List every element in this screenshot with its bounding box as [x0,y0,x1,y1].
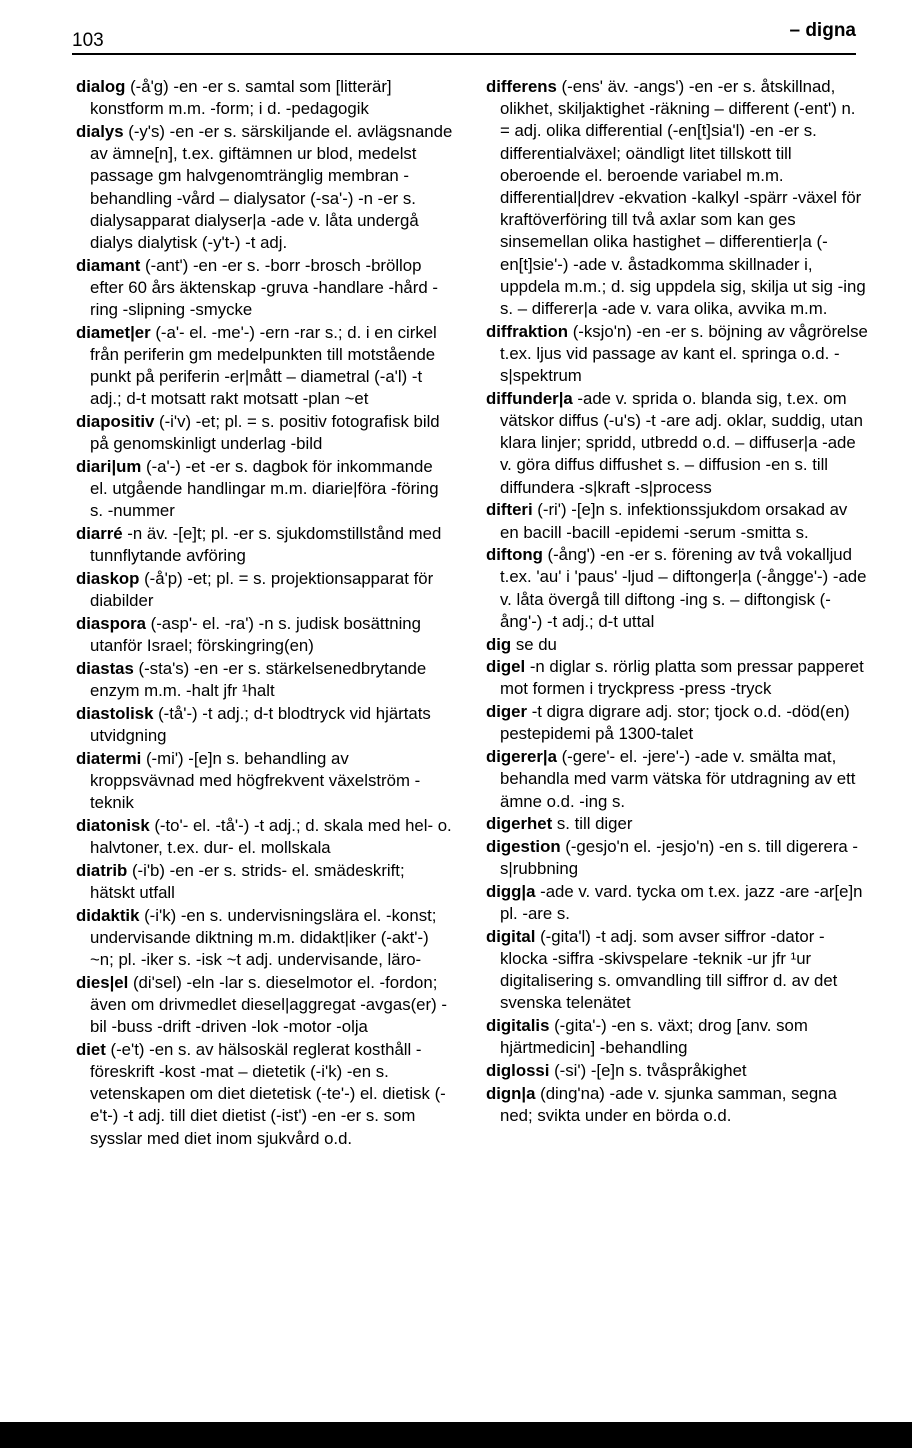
dictionary-entry [76,905,454,972]
entry-text: (-e't) -en s. av hälsoskäl reglerat kosthåll -föreskrift -kost -mat – dietetik (-i'k) -en s. vetenskapen om diet dietetisk (-te'-) el. dietisk (-e't-) -t adj. till diet dietist (-ist') -en -er s. som sysslar med diet inom sjukvård o.d. [90,1039,446,1148]
entry-text: (-si') -[e]n s. tvåspråkighet [549,1060,747,1080]
dictionary-entry [486,499,868,543]
dictionary-entry [486,388,868,499]
headword: diet [76,1039,106,1059]
headword: diffraktion [486,321,569,341]
left-column [76,76,454,1150]
headword: digerhet [486,814,553,834]
headword: diamet|er [76,322,151,342]
scan-border [0,1422,912,1448]
dictionary-entry [76,613,454,657]
entry-text: (-i'b) -en -er s. strids- el. smädeskrift; hätskt utfall [90,860,405,902]
entry-text: (-to'- el. -tå'-) -t adj.; d. skala med hel- o. halvtoner, t.ex. dur- el. mollskala [90,815,452,857]
headword: dies|el [76,972,129,992]
dictionary-entry [76,456,454,523]
entry-text: (-gere'- el. -jere'-) -ade v. smälta mat, behandla med varm vätska för utdragning av ett ämne o.d. -ing s. [500,747,856,811]
entry-text: (ding'na) -ade v. sjunka samman, segna ned; svikta under en börda o.d. [500,1083,837,1125]
entry-text: -n äv. -[e]t; pl. -er s. sjukdomstillstånd med tunnflytande avföring [90,524,442,566]
dictionary-entry [486,836,868,880]
entry-text: (-gita'-) -en s. växt; drog [anv. som hjärtmedicin] -behandling [500,1016,808,1058]
headword: diftong [486,545,543,565]
entry-text: (-gesjo'n el. -jesjo'n) -en s. till digerera -s|rubbning [500,836,858,879]
headword: diapositiv [76,412,155,432]
page-number: 103 [72,30,104,51]
dictionary-entry [76,568,454,612]
headword: dialog [76,77,126,96]
dictionary-entry [76,255,454,322]
entry-text: -ade v. vard. tycka om t.ex. jazz -are -ar[e]n pl. -are s. [500,881,863,924]
entry-text: (-asp'- el. -ra') -n s. judisk bosättning utanför Israel; förskingring(en) [90,613,421,656]
dictionary-entry [76,322,454,411]
entry-text: (-ens' äv. -angs') -en -er s. åtskillnad, olikhet, skiljaktighet -räkning – different (-ent') n. = adj. olika differential (-en[t]sia'l) -en -er s. differentialväxel; oändligt litet tillskott till oberoende el. beroende variabel m.m. differential|drev -ekvation -kalkyl -spärr -växel för kraftöverföring till två axlar som kan ges sinsemellan olika hastighet – differentier|a (-en[t]sie'-) -ade v. åstadkomma skillnader i, uppdela m.m.; d. sig uppdela sig, skilja ut sig -ing s. – differer|a -ade v. vara olika, avvika m.m. [500,77,866,319]
entry-text: -t digra digrare adj. stor; tjock o.d. -död(en) pestepidemi på 1300-talet [500,702,850,744]
headword: differens [486,77,557,96]
entry-text: -n diglar s. rörlig platta som pressar papperet mot formen i tryckpress -press -tryck [500,657,864,699]
entry-text: (-i'v) -et; pl. = s. positiv fotografisk bild på genomskinligt underlag -bild [90,412,440,454]
headword: diger [486,702,528,722]
dictionary-entry [76,860,454,904]
entry-text: (-ksjo'n) -en -er s. böjning av vågrörelse t.ex. ljus vid passage av kant el. springa o.d. -s|spektrum [500,321,868,386]
entry-text: se du [511,634,557,654]
headword: digestion [486,836,561,856]
headword: diatermi [76,748,142,768]
dictionary-entry [76,1039,454,1150]
headword: digitalis [486,1016,550,1036]
headword: diatrib [76,860,128,880]
right-column [486,76,868,1128]
headword: dialys [76,121,124,141]
entry-text: (-sta's) -en -er s. stärkelsenedbrytande enzym m.m. -halt jfr ¹halt [90,658,427,700]
dictionary-entry [486,634,868,656]
dictionary-entry [486,76,868,320]
entry-text: (-i'k) -en s. undervisningslära el. -konst; undervisande diktning m.m. didakt|iker (-akt'-) ~n; pl. -iker s. -isk ~t adj. undervisande, läro- [90,905,437,969]
dictionary-entry [486,1015,868,1059]
headword: digital [486,926,536,946]
dictionary-entry [76,748,454,815]
dictionary-entry [486,701,868,745]
dictionary-entry [486,926,868,1015]
headword: diarré [76,524,123,544]
dictionary-entry [76,411,454,455]
entry-text: (-ri') -[e]n s. infektionssjukdom orsakad av en bacill -bacill -epidemi -serum -smitta s. [500,500,848,542]
dictionary-entry [486,1083,868,1127]
headword: diamant [76,255,141,275]
entry-text: (-y's) -en -er s. särskiljande el. avlägsnande av ämne[n], t.ex. giftämnen ur blod, medelst passage gm halvgenomtränglig membran -behandling -vård – dialysator (-sa'-) -n -er s. dialysapparat dialyser|a -ade v. låta undergå dialys dialytisk (-y't-) -t adj. [90,121,453,252]
entry-text: (-mi') -[e]n s. behandling av kroppsvävnad med högfrekvent växelström -teknik [90,748,421,812]
header-rule [72,53,856,55]
headword: dig [486,634,512,654]
headword: dign|a [486,1083,536,1103]
entry-text: (di'sel) -eln -lar s. dieselmotor el. -fordon; även om drivmedlet diesel|aggregat -avgas(er) -bil -buss -drift -driven -lok -motor -olja [90,972,447,1037]
entry-text: -ade v. sprida o. blanda sig, t.ex. om vätskor diffus (-u's) -t -are adj. oklar, suddig, utan klara linjer; spridd, utbredd o.d. – diffuser|a -ade v. göra diffus diffushet s. – diffusion -en s. till diffundera -s|kraft -s|process [500,388,863,497]
headword: diffunder|a [486,388,573,408]
headword: diatonisk [76,815,150,835]
headword: didaktik [76,905,140,925]
entry-text: (-a'- el. -me'-) -ern -rar s.; d. i en cirkel från periferin gm medelpunkten till motstående punkt på periferin -er|mått – diametral (-a'l) -t adj.; d-t motsatt rakt motsatt -plan ~et [90,322,437,409]
dictionary-entry [76,121,454,254]
headword: diastolisk [76,703,154,723]
dictionary-entry [76,972,454,1039]
headword: diglossi [486,1060,550,1080]
entry-text: (-a'-) -et -er s. dagbok för inkommande el. utgående handlingar m.m. diarie|föra -föring s. -nummer [90,456,439,521]
dictionary-entry [76,76,454,120]
dictionary-entry [76,523,454,567]
entry-text: (-ång') -en -er s. förening av två vokalljud t.ex. 'au' i 'paus' -ljud – diftonger|a (-ångge'-) -ade v. låta övergå till diftong -ing s. – diftongisk (-ång'-) -t adj.; d-t uttal [500,545,867,631]
headword: digel [486,657,526,677]
headword: difteri [486,500,533,520]
dictionary-entry [486,813,868,835]
guide-word: – digna [789,20,856,41]
dictionary-entry [486,746,868,813]
dictionary-entry [486,321,868,388]
headword: diastas [76,658,134,678]
dictionary-entry [486,881,868,925]
entry-text: s. till diger [552,814,633,834]
headword: digerer|a [486,747,557,767]
dictionary-entry [486,1060,868,1082]
headword: diari|um [76,456,142,476]
dictionary-entry [486,544,868,633]
entry-text: (-ant') -en -er s. -borr -brosch -bröllop efter 60 års äktenskap -gruva -handlare -hård -ring -slipning -smycke [90,255,438,320]
dictionary-entry [76,658,454,702]
dictionary-entry [486,656,868,700]
entry-text: (-å'p) -et; pl. = s. projektionsapparat för diabilder [90,568,434,611]
dictionary-entry [76,703,454,747]
entry-text: (-gita'l) -t adj. som avser siffror -dator -klocka -siffra -skivspelare -teknik -ur jfr ¹ur digitalisering s. omvandling till siffror d. av det svenska telenätet [500,926,838,1013]
headword: diaskop [76,568,140,588]
headword: diaspora [76,613,146,633]
entry-text: (-tå'-) -t adj.; d-t blodtryck vid hjärtats utvidgning [90,703,431,745]
dictionary-entry [76,815,454,859]
entry-text: (-å'g) -en -er s. samtal som [litterär] konstform m.m. -form; i d. -pedagogik [90,77,392,119]
headword: digg|a [486,881,536,901]
